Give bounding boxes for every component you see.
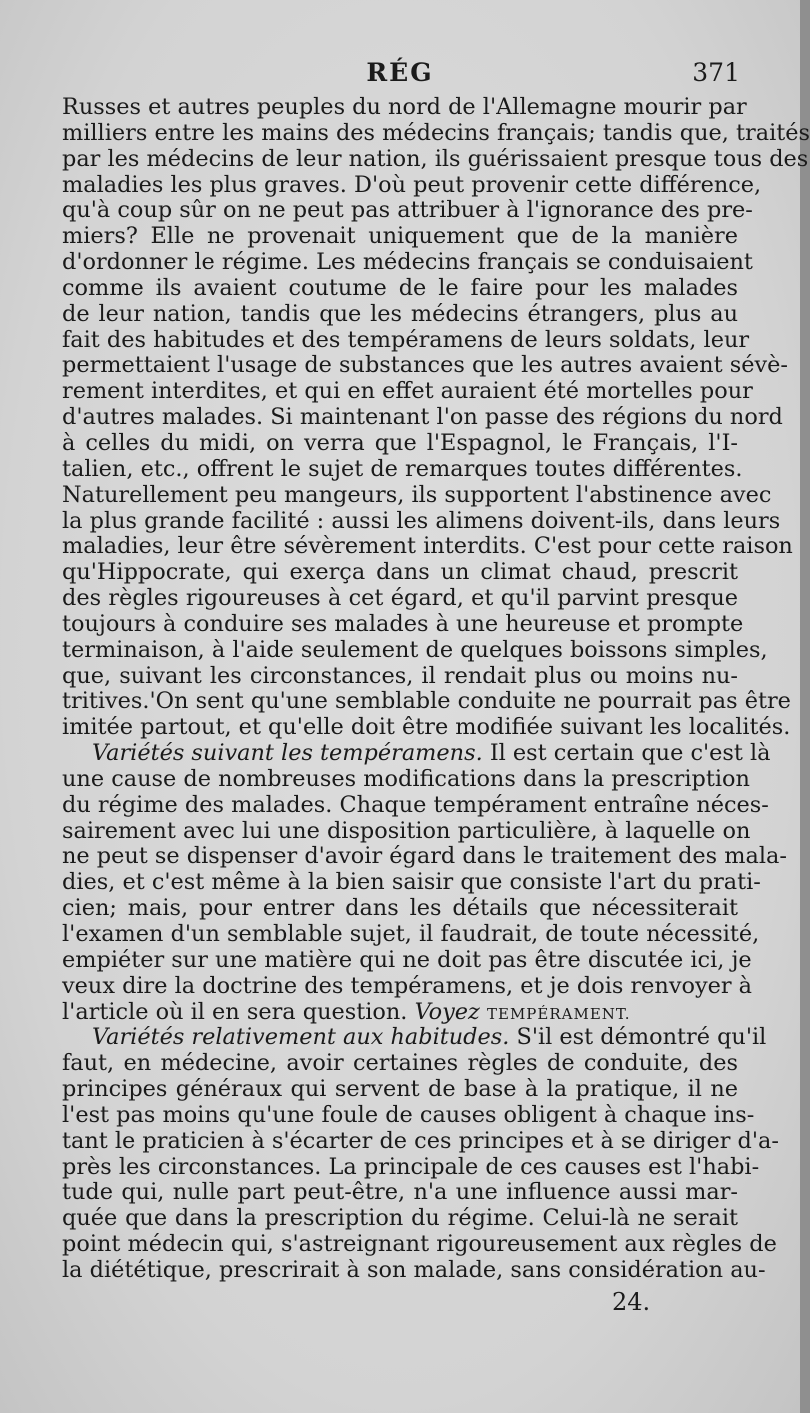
- text-line: tude qui, nulle part peut-être, n'a une influence aussi mar-: [62, 1179, 738, 1206]
- text-line: faut, en médecine, avoir certaines règles de conduite, des: [62, 1050, 738, 1077]
- text-line: des règles rigoureuses à cet égard, et qu'il parvint presque: [62, 585, 738, 612]
- text-line: près les circonstances. La principale de ces causes est l'habi-: [62, 1153, 760, 1180]
- cross-reference-voyez: Voyez: [414, 998, 480, 1025]
- text-line: fait des habitudes et des tempéramens de leurs soldats, leur: [62, 326, 750, 353]
- text-line: miers? Elle ne provenait uniquement que de la manière: [62, 223, 738, 250]
- text-line: principes généraux qui servent de base à la pratique, il ne: [62, 1076, 738, 1103]
- text-fragment: l'article où il en sera question.: [62, 998, 408, 1025]
- section-title-habitudes: Variétés relativement aux habitudes.: [92, 1024, 510, 1051]
- text-line: tant le praticien à s'écarter de ces principes et à se diriger d'a-: [62, 1127, 779, 1154]
- text-line: sairement avec lui une disposition particulière, à laquelle on: [62, 817, 751, 844]
- text-line: maladies, leur être sévèrement interdits. C'est pour cette raison: [62, 533, 793, 560]
- text-line: une cause de nombreuses modifications dans la prescription: [62, 765, 750, 792]
- text-line: toujours à conduire ses malades à une heureuse et prompte: [62, 610, 744, 637]
- text-line: maladies les plus graves. D'où peut provenir cette différence,: [62, 171, 762, 198]
- section-heading-line: [62, 1024, 767, 1051]
- text-fragment: Il est certain que c'est là: [489, 740, 771, 767]
- text-line: terminaison, à l'aide seulement de quelques boissons simples,: [62, 636, 768, 663]
- text-line: Russes et autres peuples du nord de l'Allemagne mourir par: [62, 94, 747, 120]
- signature-mark: 24.: [612, 1288, 651, 1316]
- text-line: ne peut se dispenser d'avoir égard dans le traitement des mala-: [62, 843, 787, 870]
- text-line: quée que dans la prescription du régime. Celui-là ne serait: [62, 1205, 738, 1232]
- text-line: par les médecins de leur nation, ils guérissaient presque tous des: [62, 145, 809, 172]
- text-line: rement interdites, et qui en effet auraient été mortelles pour: [62, 378, 753, 405]
- text-line: la diététique, prescrirait à son malade, sans considération au-: [62, 1256, 766, 1283]
- text-line: imitée partout, et qu'elle doit être modifiée suivant les localités.: [62, 714, 791, 741]
- text-line: la plus grande facilité : aussi les alimens doivent-ils, dans leurs: [62, 507, 781, 534]
- cross-reference-target: TEMPÉRAMENT.: [486, 1004, 631, 1023]
- text-line: empiéter sur une matière qui ne doit pas être discutée ici, je: [62, 946, 752, 973]
- text-line: [62, 1000, 738, 1026]
- section-title-temperaments: Variétés suivant les tempéramens.: [92, 740, 483, 767]
- text-line: point médecin qui, s'astreignant rigoureusement aux règles de: [62, 1231, 777, 1258]
- text-line: qu'Hippocrate, qui exerça dans un climat chaud, prescrit: [62, 559, 738, 586]
- text-line: à celles du midi, on verra que l'Espagnol, le Français, l'I-: [62, 429, 738, 456]
- text-fragment: S'il est démontré qu'il: [516, 1024, 767, 1051]
- running-head: RÉG: [366, 58, 434, 87]
- body-text: [62, 94, 810, 1284]
- page-number: 371: [692, 58, 740, 87]
- text-line: dies, et c'est même à la bien saisir que consiste l'art du prati-: [62, 869, 761, 896]
- text-line: l'est pas moins qu'une foule de causes obligent à chaque ins-: [62, 1101, 755, 1128]
- text-line: qu'à coup sûr on ne peut pas attribuer à l'ignorance des pre-: [62, 197, 753, 224]
- text-line: cien; mais, pour entrer dans les détails que nécessiterait: [62, 895, 738, 922]
- page-header: [60, 58, 740, 98]
- text-line: tritives.'On sent qu'une semblable conduite ne pourrait pas être: [62, 688, 791, 715]
- text-line: talien, etc., offrent le sujet de remarques toutes différentes.: [62, 455, 743, 482]
- text-line: d'autres malades. Si maintenant l'on passe des régions du nord: [62, 404, 783, 431]
- text-line: milliers entre les mains des médecins français; tandis que, traités: [62, 119, 810, 146]
- text-line: d'ordonner le régime. Les médecins français se conduisaient: [62, 249, 753, 276]
- text-line: veux dire la doctrine des tempéramens, et je dois renvoyer à: [62, 972, 753, 999]
- text-line: de leur nation, tandis que les médecins étrangers, plus au: [62, 300, 738, 327]
- text-line: du régime des malades. Chaque tempérament entraîne néces-: [62, 791, 769, 818]
- text-line: comme ils avaient coutume de le faire pour les malades: [62, 274, 738, 301]
- text-line: permettaient l'usage de substances que les autres avaient sévè-: [62, 352, 788, 379]
- section-heading-line: [62, 740, 771, 767]
- text-line: l'examen d'un semblable sujet, il faudrait, de toute nécessité,: [62, 921, 760, 947]
- text-line: Naturellement peu mangeurs, ils supportent l'abstinence avec: [62, 481, 772, 508]
- text-line: que, suivant les circonstances, il rendait plus ou moins nu-: [62, 662, 738, 689]
